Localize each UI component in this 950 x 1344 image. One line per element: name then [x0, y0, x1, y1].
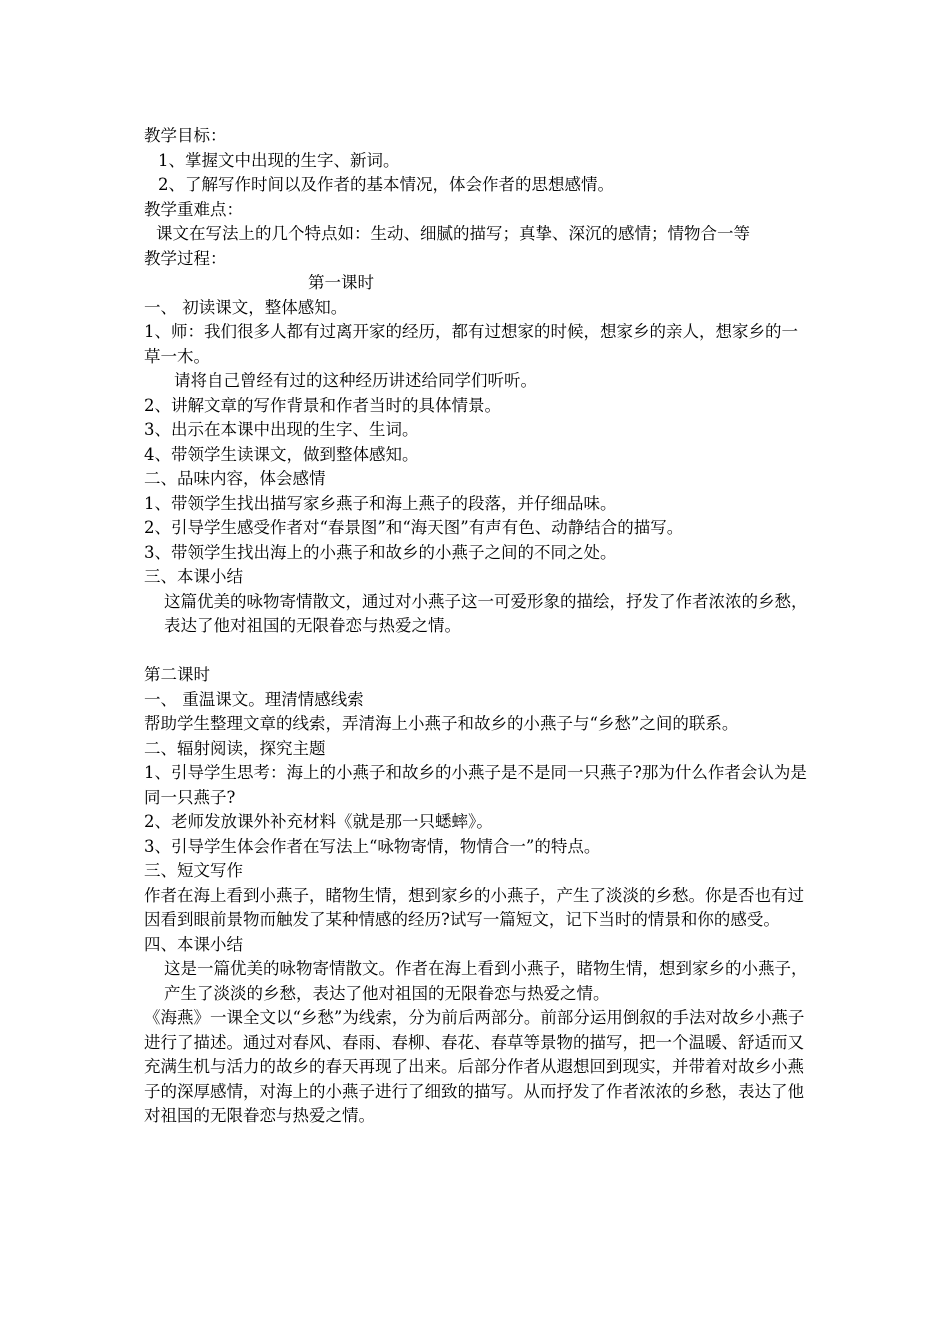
- paragraph: 作者在海上看到小燕子，睹物生情，想到家乡的小燕子，产生了淡淡的乡愁。你是否也有过因看到眼前景物而触发了某种情感的经历?试写一篇短文，记下当时的情景和你的感受。: [144, 885, 804, 929]
- paragraph: 2、讲解文章的写作背景和作者当时的具体情景。: [144, 395, 501, 415]
- paragraph: 请将自己曾经有过的这种经历讲述给同学们听听。: [174, 371, 537, 390]
- paragraph: 2、老师发放课外补充材料《就是那一只蟋蟀》。: [144, 812, 493, 831]
- document-body: [144, 124, 814, 1129]
- section-heading: 二、品味内容，体会感情: [144, 469, 326, 488]
- paragraph: 3、出示在本课中出现的生字、生词。: [144, 420, 419, 439]
- paragraph: 这篇优美的咏物寄情散文，通过对小燕子这一可爱形象的描绘，抒发了作者浓浓的乡愁，表达了他对祖国的无限眷恋与热爱之情。: [164, 591, 808, 635]
- lesson-two-title: 第二课时: [144, 665, 210, 684]
- heading-teaching-goals: 教学目标：: [144, 126, 227, 145]
- goal-item: 1、掌握文中出现的生字、新词。: [158, 150, 400, 170]
- blank-line: [144, 639, 814, 664]
- section-heading: 二、辐射阅读，探究主题: [144, 738, 326, 758]
- heading-key-points: 教学重难点：: [144, 199, 243, 219]
- paragraph: 1、带领学生找出描写家乡燕子和海上燕子的段落，并仔细品味。: [144, 493, 617, 513]
- paragraph: 4、带领学生读课文，做到整体感知。: [144, 444, 419, 464]
- paragraph: 1、引导学生思考：海上的小燕子和故乡的小燕子是不是同一只燕子?那为什么作者会认为是同一只燕子?: [144, 763, 807, 807]
- paragraph: 3、带领学生找出海上的小燕子和故乡的小燕子之间的不同之处。: [144, 542, 617, 562]
- paragraph: 《海燕》一课全文以“乡愁”为线索，分为前后两部分。前部分运用倒叙的手法对故乡小燕子进行了描述。通过对春风、春雨、春柳、春花、春草等景物的描写，把一个温暖、舒适而又充满生机与活力的故乡的春天再现了出来。后部分作者从遐想回到现实，并带着对故乡小燕子的深厚感情，对海上的小燕子进行了细致的描写。从而抒发了作者浓浓的乡愁，表达了他对祖国的无限眷恋与热爱之情。: [144, 1008, 805, 1125]
- goal-item: 2、了解写作时间以及作者的基本情况，体会作者的思想感情。: [158, 175, 614, 194]
- section-heading: 三、短文写作: [144, 861, 243, 880]
- key-points-text: 课文在写法上的几个特点如：生动、细腻的描写；真挚、深沉的感情；情物合一等: [156, 224, 750, 243]
- section-heading: 一、 重温课文。理清情感线索: [144, 689, 364, 709]
- lesson-one-title: 第一课时: [308, 273, 374, 292]
- paragraph: 1、师：我们很多人都有过离开家的经历，都有过想家的时候，想家乡的亲人，想家乡的一草一木。: [144, 322, 798, 366]
- section-heading: 一、 初读课文，整体感知。: [144, 297, 348, 317]
- paragraph: 2、引导学生感受作者对“春景图”和“海天图”有声有色、动静结合的描写。: [144, 518, 684, 537]
- paragraph: 3、引导学生体会作者在写法上“咏物寄情，物情合一”的特点。: [144, 836, 601, 856]
- heading-teaching-process: 教学过程：: [144, 248, 227, 268]
- paragraph: 这是一篇优美的咏物寄情散文。作者在海上看到小燕子，睹物生情，想到家乡的小燕子，产生了淡淡的乡愁，表达了他对祖国的无限眷恋与热爱之情。: [164, 959, 808, 1003]
- section-heading: 三、本课小结: [144, 567, 243, 586]
- paragraph: 帮助学生整理文章的线索，弄清海上小燕子和故乡的小燕子与“乡愁”之间的联系。: [144, 714, 739, 733]
- section-heading: 四、本课小结: [144, 934, 243, 954]
